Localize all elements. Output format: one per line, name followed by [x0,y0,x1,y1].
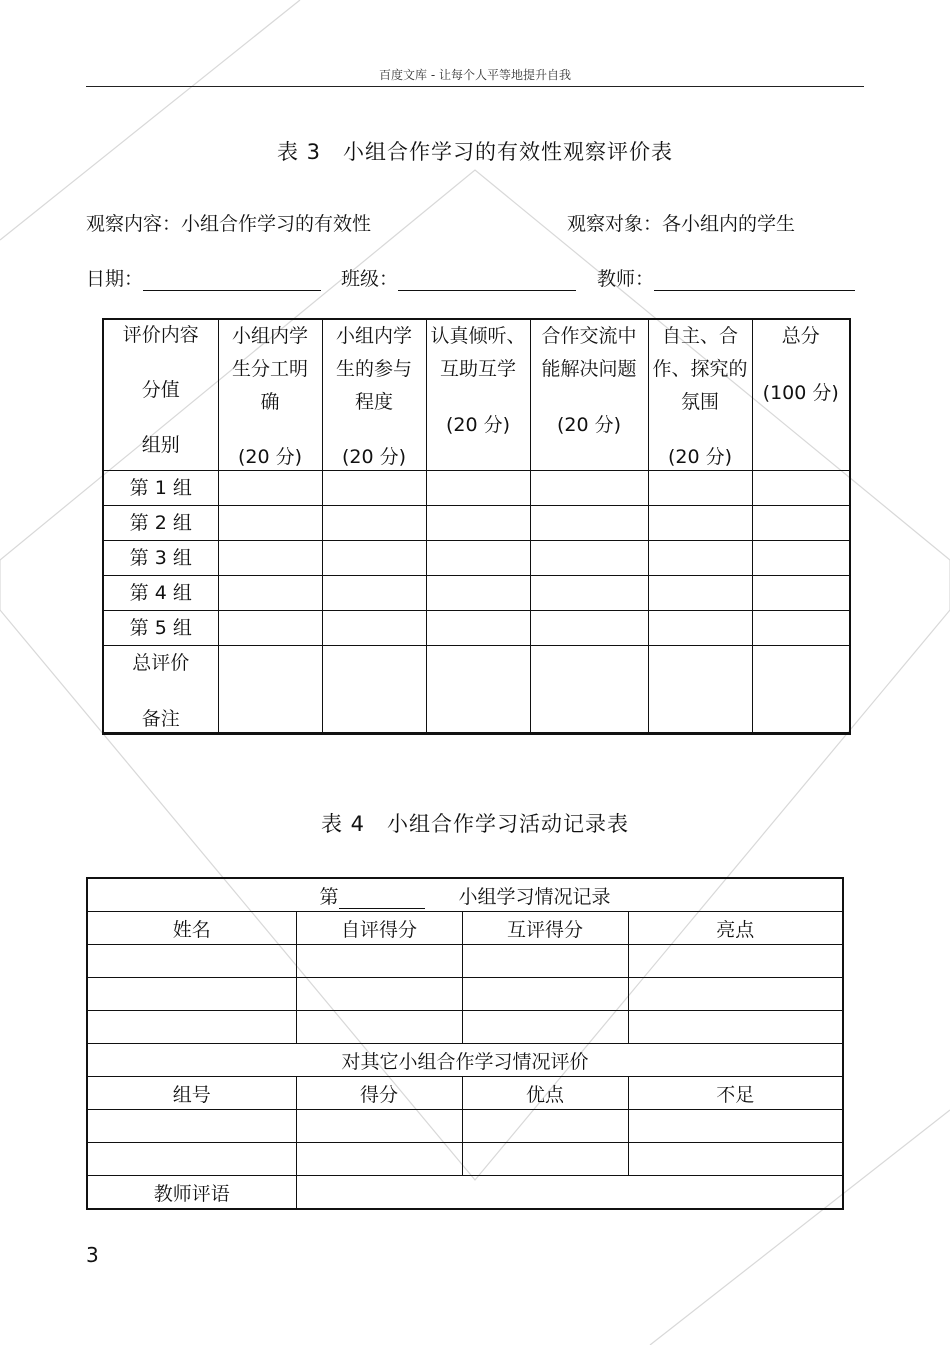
score-cell[interactable] [648,506,752,541]
table-cell[interactable] [628,1110,843,1143]
score-cell[interactable] [752,471,850,506]
col-header-score: (20 分) [237,446,303,468]
col-header-participation [322,319,426,471]
table-cell[interactable] [296,1011,462,1044]
table-cell[interactable] [87,945,296,978]
remarks-cell[interactable] [648,733,752,735]
date-blank[interactable] [143,272,321,291]
table-cell[interactable] [296,978,462,1011]
col-header-label: 合作交流中 能解决问题 [541,325,637,380]
remarks-label: 备注 [141,708,180,730]
score-cell[interactable] [218,541,322,576]
score-cell[interactable] [218,611,322,646]
col-header-score: (20 分) [445,414,511,436]
group-number-blank[interactable] [339,892,425,909]
table-row [87,1110,843,1143]
table3-header-row [103,319,850,471]
table-row [87,1143,843,1176]
col-header-score: (100 分) [762,382,839,404]
col-header-score: 得分 [296,1077,462,1110]
score-cell[interactable] [426,611,530,646]
col-header-listening [426,319,530,471]
table3-title: 表 3 小组合作学习的有效性观察评价表 [276,140,674,164]
group-label: 第 1 组 [103,471,218,506]
score-cell[interactable] [322,611,426,646]
col-header-label: 小组内学 生分工明 确 [231,325,308,413]
class-blank[interactable] [398,272,576,291]
corner-label-score: 分值 [141,379,180,401]
table-cell[interactable] [628,978,843,1011]
remarks-cell[interactable] [322,733,426,735]
score-cell[interactable] [530,471,648,506]
col-header-atmosphere [648,319,752,471]
score-cell[interactable] [322,506,426,541]
score-cell[interactable] [426,576,530,611]
col-header-strengths: 优点 [462,1077,628,1110]
remarks-cell[interactable] [426,733,530,735]
score-cell[interactable] [426,541,530,576]
teacher-blank[interactable] [654,272,855,291]
score-cell[interactable] [752,506,850,541]
col-header-peer-score: 互评得分 [462,912,628,945]
score-cell[interactable] [752,541,850,576]
page-header: 百度文库 - 让每个人平等地提升自我 [379,68,571,82]
table-cell[interactable] [87,978,296,1011]
score-cell[interactable] [426,506,530,541]
class-field[interactable] [341,264,576,291]
class-label: 班级： [341,268,399,290]
table-row [103,471,850,506]
table-cell[interactable] [462,945,628,978]
score-cell[interactable] [530,576,648,611]
corner-label-content: 评价内容 [122,324,199,346]
header-divider [86,86,864,87]
date-label: 日期： [86,268,144,290]
score-cell[interactable] [426,471,530,506]
score-cell[interactable] [218,506,322,541]
table-row [103,576,850,611]
score-cell[interactable] [322,576,426,611]
table-cell[interactable] [87,1110,296,1143]
col-header-label: 认真倾听、 互助互学 [430,325,526,380]
table-row [103,506,850,541]
score-cell[interactable] [752,576,850,611]
table-cell[interactable] [296,945,462,978]
table-row [87,978,843,1011]
table-cell[interactable] [462,978,628,1011]
col-header-label: 总分 [781,325,820,347]
other-groups-evaluation-title: 对其它小组合作学习情况评价 [87,1044,843,1077]
evaluation-table [102,318,851,735]
col-header-weaknesses: 不足 [628,1077,843,1110]
activity-record-table [86,877,844,1210]
table-cell[interactable] [462,1011,628,1044]
col-header-self-score: 自评得分 [296,912,462,945]
record-title-suffix: 小组学习情况记录 [458,885,611,908]
group-label: 第 4 组 [103,576,218,611]
summary-cell[interactable] [648,646,752,733]
record-title-cell [87,878,843,912]
col-header-division [218,319,322,471]
score-cell[interactable] [530,611,648,646]
col-header-highlights: 亮点 [628,912,843,945]
teacher-label: 教师： [597,268,655,290]
remarks-cell[interactable] [218,733,322,735]
page-number: 3 [86,1243,99,1267]
score-cell[interactable] [530,541,648,576]
table-row [103,611,850,646]
col-header-problem-solving [530,319,648,471]
summary-cell[interactable] [530,646,648,733]
col-header-total [752,319,850,471]
table-cell[interactable] [628,1011,843,1044]
table-cell[interactable] [87,1143,296,1176]
summary-cell[interactable] [322,646,426,733]
col-header-score: (20 分) [556,414,622,436]
overall-evaluation-label: 总评价 [132,652,190,674]
col-header-group-number: 组号 [87,1077,296,1110]
table-row [87,945,843,978]
group-label: 第 3 组 [103,541,218,576]
summary-label-cell [103,646,218,733]
remarks-cell[interactable] [530,733,648,735]
score-cell[interactable] [648,611,752,646]
record-title-row [87,878,843,912]
table4-title: 表 4 小组合作学习活动记录表 [320,812,630,836]
summary-cell[interactable] [752,646,850,733]
table4-header-row [87,912,843,945]
col-header-label: 小组内学 生的参与 程度 [335,325,412,413]
teacher-comment-cell[interactable] [296,1176,843,1210]
table-cell[interactable] [87,1011,296,1044]
teacher-comment-row [87,1176,843,1210]
record-title-prefix: 第 [319,885,339,908]
group-label: 第 2 组 [103,506,218,541]
col-header-name: 姓名 [87,912,296,945]
score-cell[interactable] [752,611,850,646]
score-cell[interactable] [322,541,426,576]
date-field[interactable] [86,264,321,291]
score-cell[interactable] [218,576,322,611]
col-header-score: (20 分) [667,446,733,468]
summary-cell[interactable] [218,646,322,733]
score-cell[interactable] [530,506,648,541]
table-row [103,541,850,576]
summary-row [103,646,850,733]
score-cell[interactable] [648,541,752,576]
table-cell[interactable] [628,1143,843,1176]
observe-target: 观察对象：各小组内的学生 [567,213,796,235]
table-cell[interactable] [296,1143,462,1176]
col-header-score: (20 分) [341,446,407,468]
teacher-comment-label: 教师评语 [87,1176,296,1210]
teacher-field[interactable] [597,264,855,291]
score-cell[interactable] [648,471,752,506]
table-cell[interactable] [296,1110,462,1143]
col-header-label: 自主、合 作、探究的 氛围 [652,325,748,413]
table-cell[interactable] [628,945,843,978]
summary-cell[interactable] [426,646,530,733]
group-label: 第 5 组 [103,611,218,646]
table4-header-row-2 [87,1077,843,1110]
section-title-row [87,1044,843,1077]
corner-header-cell [103,319,218,471]
table-cell[interactable] [462,1143,628,1176]
score-cell[interactable] [322,471,426,506]
score-cell[interactable] [648,576,752,611]
corner-label-group: 组别 [141,434,180,456]
remarks-cell[interactable] [752,733,850,735]
table-cell[interactable] [462,1110,628,1143]
observe-content: 观察内容：小组合作学习的有效性 [86,213,372,235]
table-row [87,1011,843,1044]
score-cell[interactable] [218,471,322,506]
